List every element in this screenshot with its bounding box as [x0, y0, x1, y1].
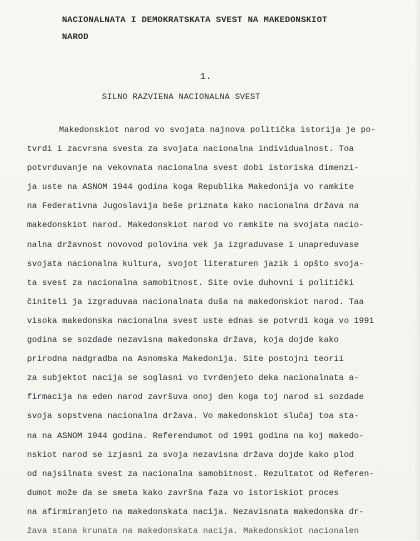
text-line: makedonskiot narod. Makedonskiot narod vo ramkite na svojata nacio- [27, 221, 364, 231]
text-line: na Federativna Jugoslavija beše priznata kako nacionalna država na [27, 202, 359, 212]
text-line: činiteli ja izgraduvaa nacionalnata duša na makedonskiot narod. Taa [27, 297, 364, 307]
text-line: za subjektot nacija se soglasni vo tvrdenjeto deka nacionalnata a- [27, 374, 359, 384]
text-line: visoka makedonska nacionalna svest uste ednas se potvrdi koga vo 1991 [27, 316, 374, 326]
text-line: dumot može da se smeta kako završna faza vo istoriskiot proces [27, 488, 339, 498]
section-title: SILNO RAZVIENA NACIONALNA SVEST [102, 93, 261, 102]
text-line: na na ASNOM 1944 godina. Referendumot od 1991 godina na koj makedo- [27, 431, 364, 441]
text-line: firmacija na eden narod završuva onoj den koga toj narod si sozdade [27, 393, 364, 403]
text-line: tvrdi i zacvrsna svesta za svojata nacionalna individualnost. Toa [27, 145, 354, 155]
page-edge-shadow [414, 0, 420, 540]
body-paragraph [27, 121, 417, 541]
text-line: na afirmiranjeto na makedonskata nacija. Nezavisnata makedonska dr- [27, 507, 364, 517]
title-line: NACIONALNATA I DEMOKRATSKATA SVEST NA MAKEDONSKIOT [62, 15, 328, 25]
text-line: Makedonskiot narod vo svojata najnova politička istorija je po- [59, 126, 376, 135]
text-line: ta svest za nacionalna samobitnost. Site ovie duhovni i politički [27, 278, 354, 288]
text-line: svoja sopstvena nacionalna država. Vo makedonskiot slučaj toa sta- [27, 412, 359, 422]
text-line: nalna državnost novovod polovina vek ja izgraduvase i unapreduvase [27, 240, 359, 250]
text-line: žava stana krunata na makedonskata nacija. Makedonskiot nacionalen [27, 526, 359, 536]
text-line: nskiot narod se izjasni za svoja nezavisna država dojde kako plod [27, 450, 354, 460]
document-title [62, 12, 392, 46]
text-line: ja uste na ASNOM 1944 godina koga Republika Makedonija vo ramkite [27, 183, 354, 193]
title-line: NAROD [62, 32, 89, 42]
section-number: 1. [200, 71, 212, 82]
text-line: godina se sozdade nezavisna makedonska država, koja dojde kako [27, 336, 339, 346]
text-line: od najsilnata svest za nacionalna samobitnost. Rezultatot od Referen- [27, 469, 374, 479]
text-line: svojata nacionalna kultura, svojot literaturen jazik i opšto svoja- [27, 259, 364, 269]
text-line: prirodna nadgradba na Asnomska Makedonija. Site postojni teorii [27, 355, 344, 365]
text-line: potvrduvanje na vekovnata nacionalna svest dobi istoriska dimenzi- [27, 164, 359, 174]
